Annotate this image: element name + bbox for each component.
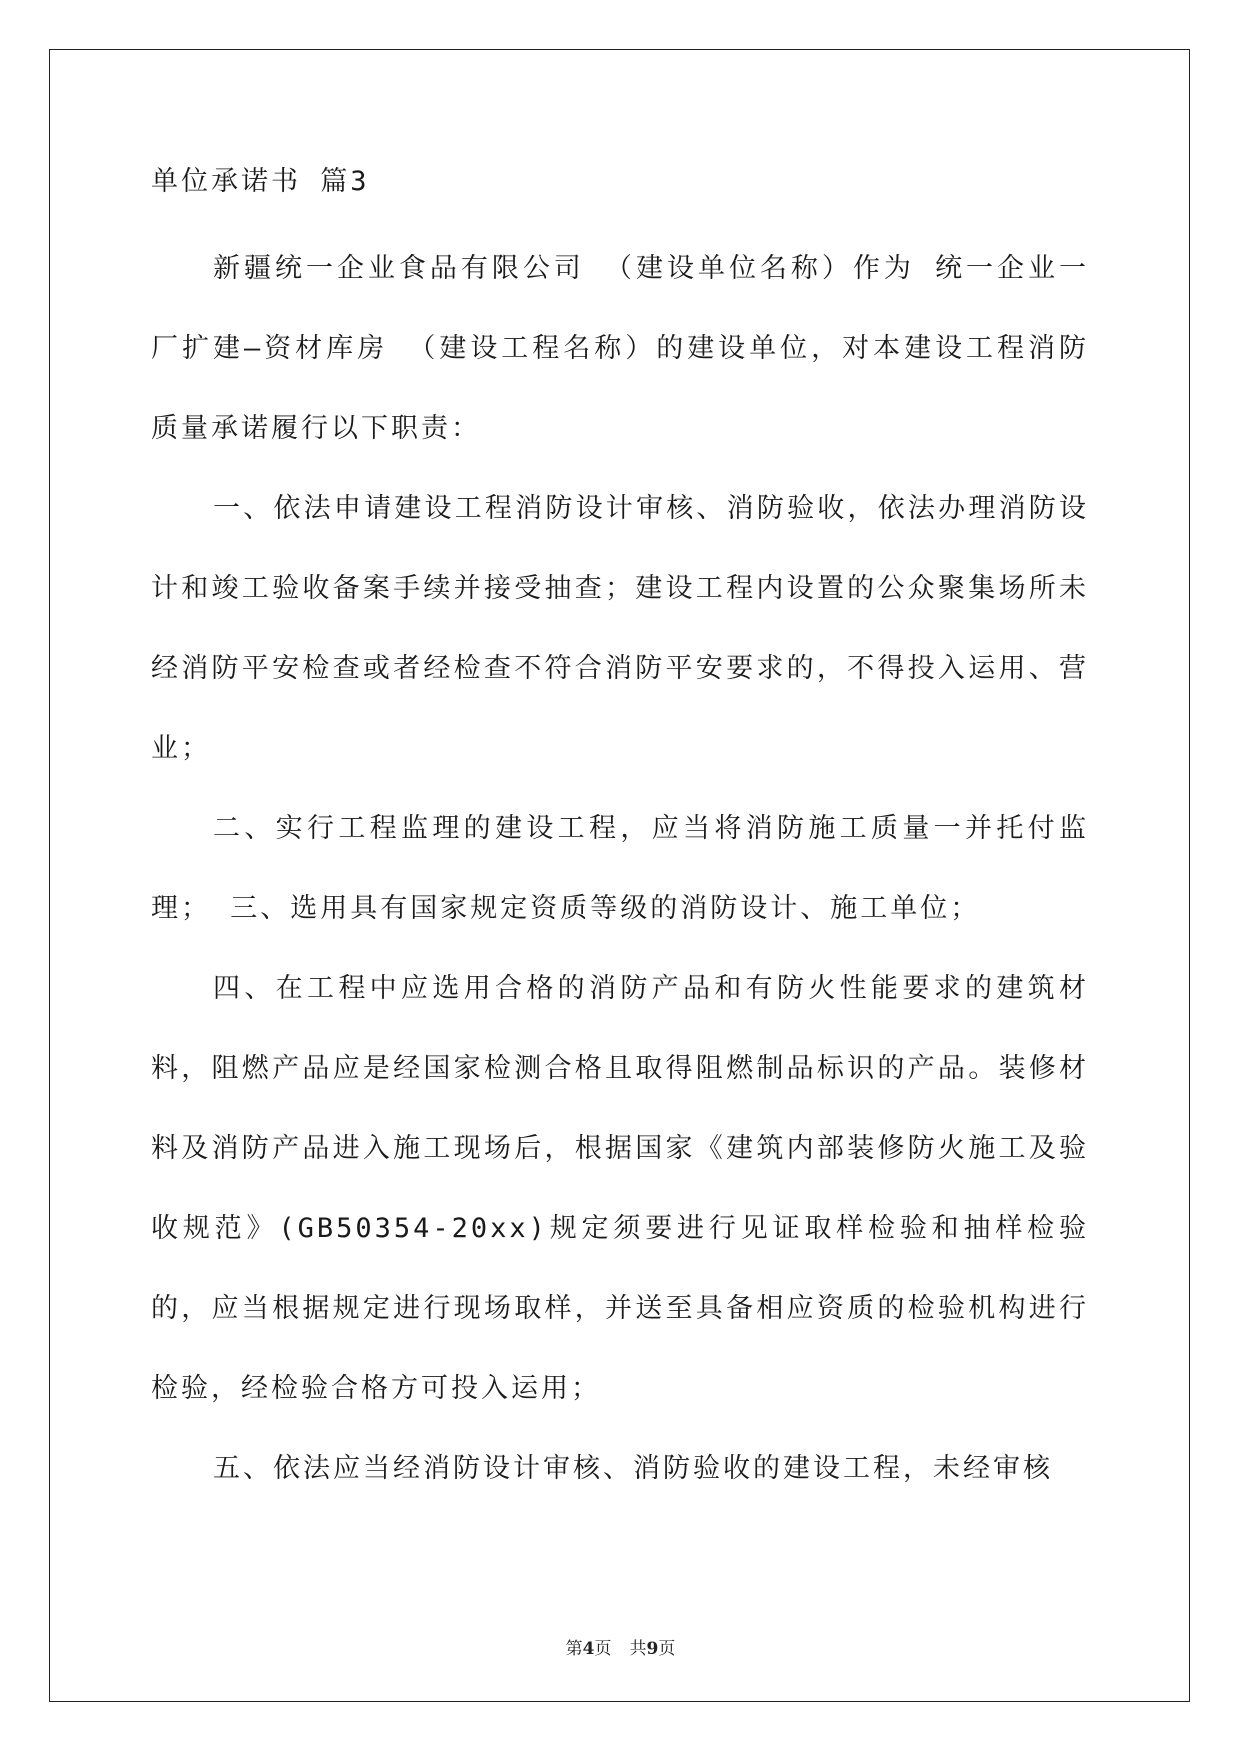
paragraph-duty-1: 一、依法申请建设工程消防设计审核、消防验收，依法办理消防设计和竣工验收备案手续并接受抽查；建设工程内设置的公众聚集场所未经消防平安检查或者经检查不符合消防平安要求的，不得投入运用、营业； xyxy=(151,493,1089,764)
page-current: 4 xyxy=(582,1639,595,1659)
paragraph-duty-2-3: 二、实行工程监理的建设工程，应当将消防施工质量一并托付监理； 三、选用具有国家规定资质等级的消防设计、施工单位； xyxy=(151,813,1089,924)
section-heading: 单位承诺书 篇3 xyxy=(151,166,370,197)
paragraph-duty-4: 四、在工程中应选用合格的消防产品和有防火性能要求的建筑材料，阻燃产品应是经国家检测合格且取得阻燃制品标识的产品。装修材料及消防产品进入施工现场后，根据国家《建筑内部装修防火施工及验收规范》(GB50354-20xx)规定须要进行见证取样检验和抽样检验的，应当根据规定进行现场取样，并送至具备相应资质的检验机构进行检验，经检验合格方可投入运用； xyxy=(151,973,1089,1404)
page-footer xyxy=(0,1634,1241,1659)
page-prefix: 第 xyxy=(565,1639,583,1659)
total-prefix: 共 xyxy=(629,1639,647,1659)
document-body xyxy=(151,165,1089,1509)
total-suffix: 页 xyxy=(658,1639,676,1659)
page-mid: 页 xyxy=(594,1639,612,1659)
paragraph-duty-5: 五、依法应当经消防设计审核、消防验收的建设工程，未经审核 xyxy=(213,1453,1053,1484)
page-total: 9 xyxy=(646,1639,659,1659)
paragraph-intro: 新疆统一企业食品有限公司 （建设单位名称）作为 统一企业一厂扩建—资材库房 （建设工程名称）的建设单位，对本建设工程消防质量承诺履行以下职责： xyxy=(151,253,1089,444)
